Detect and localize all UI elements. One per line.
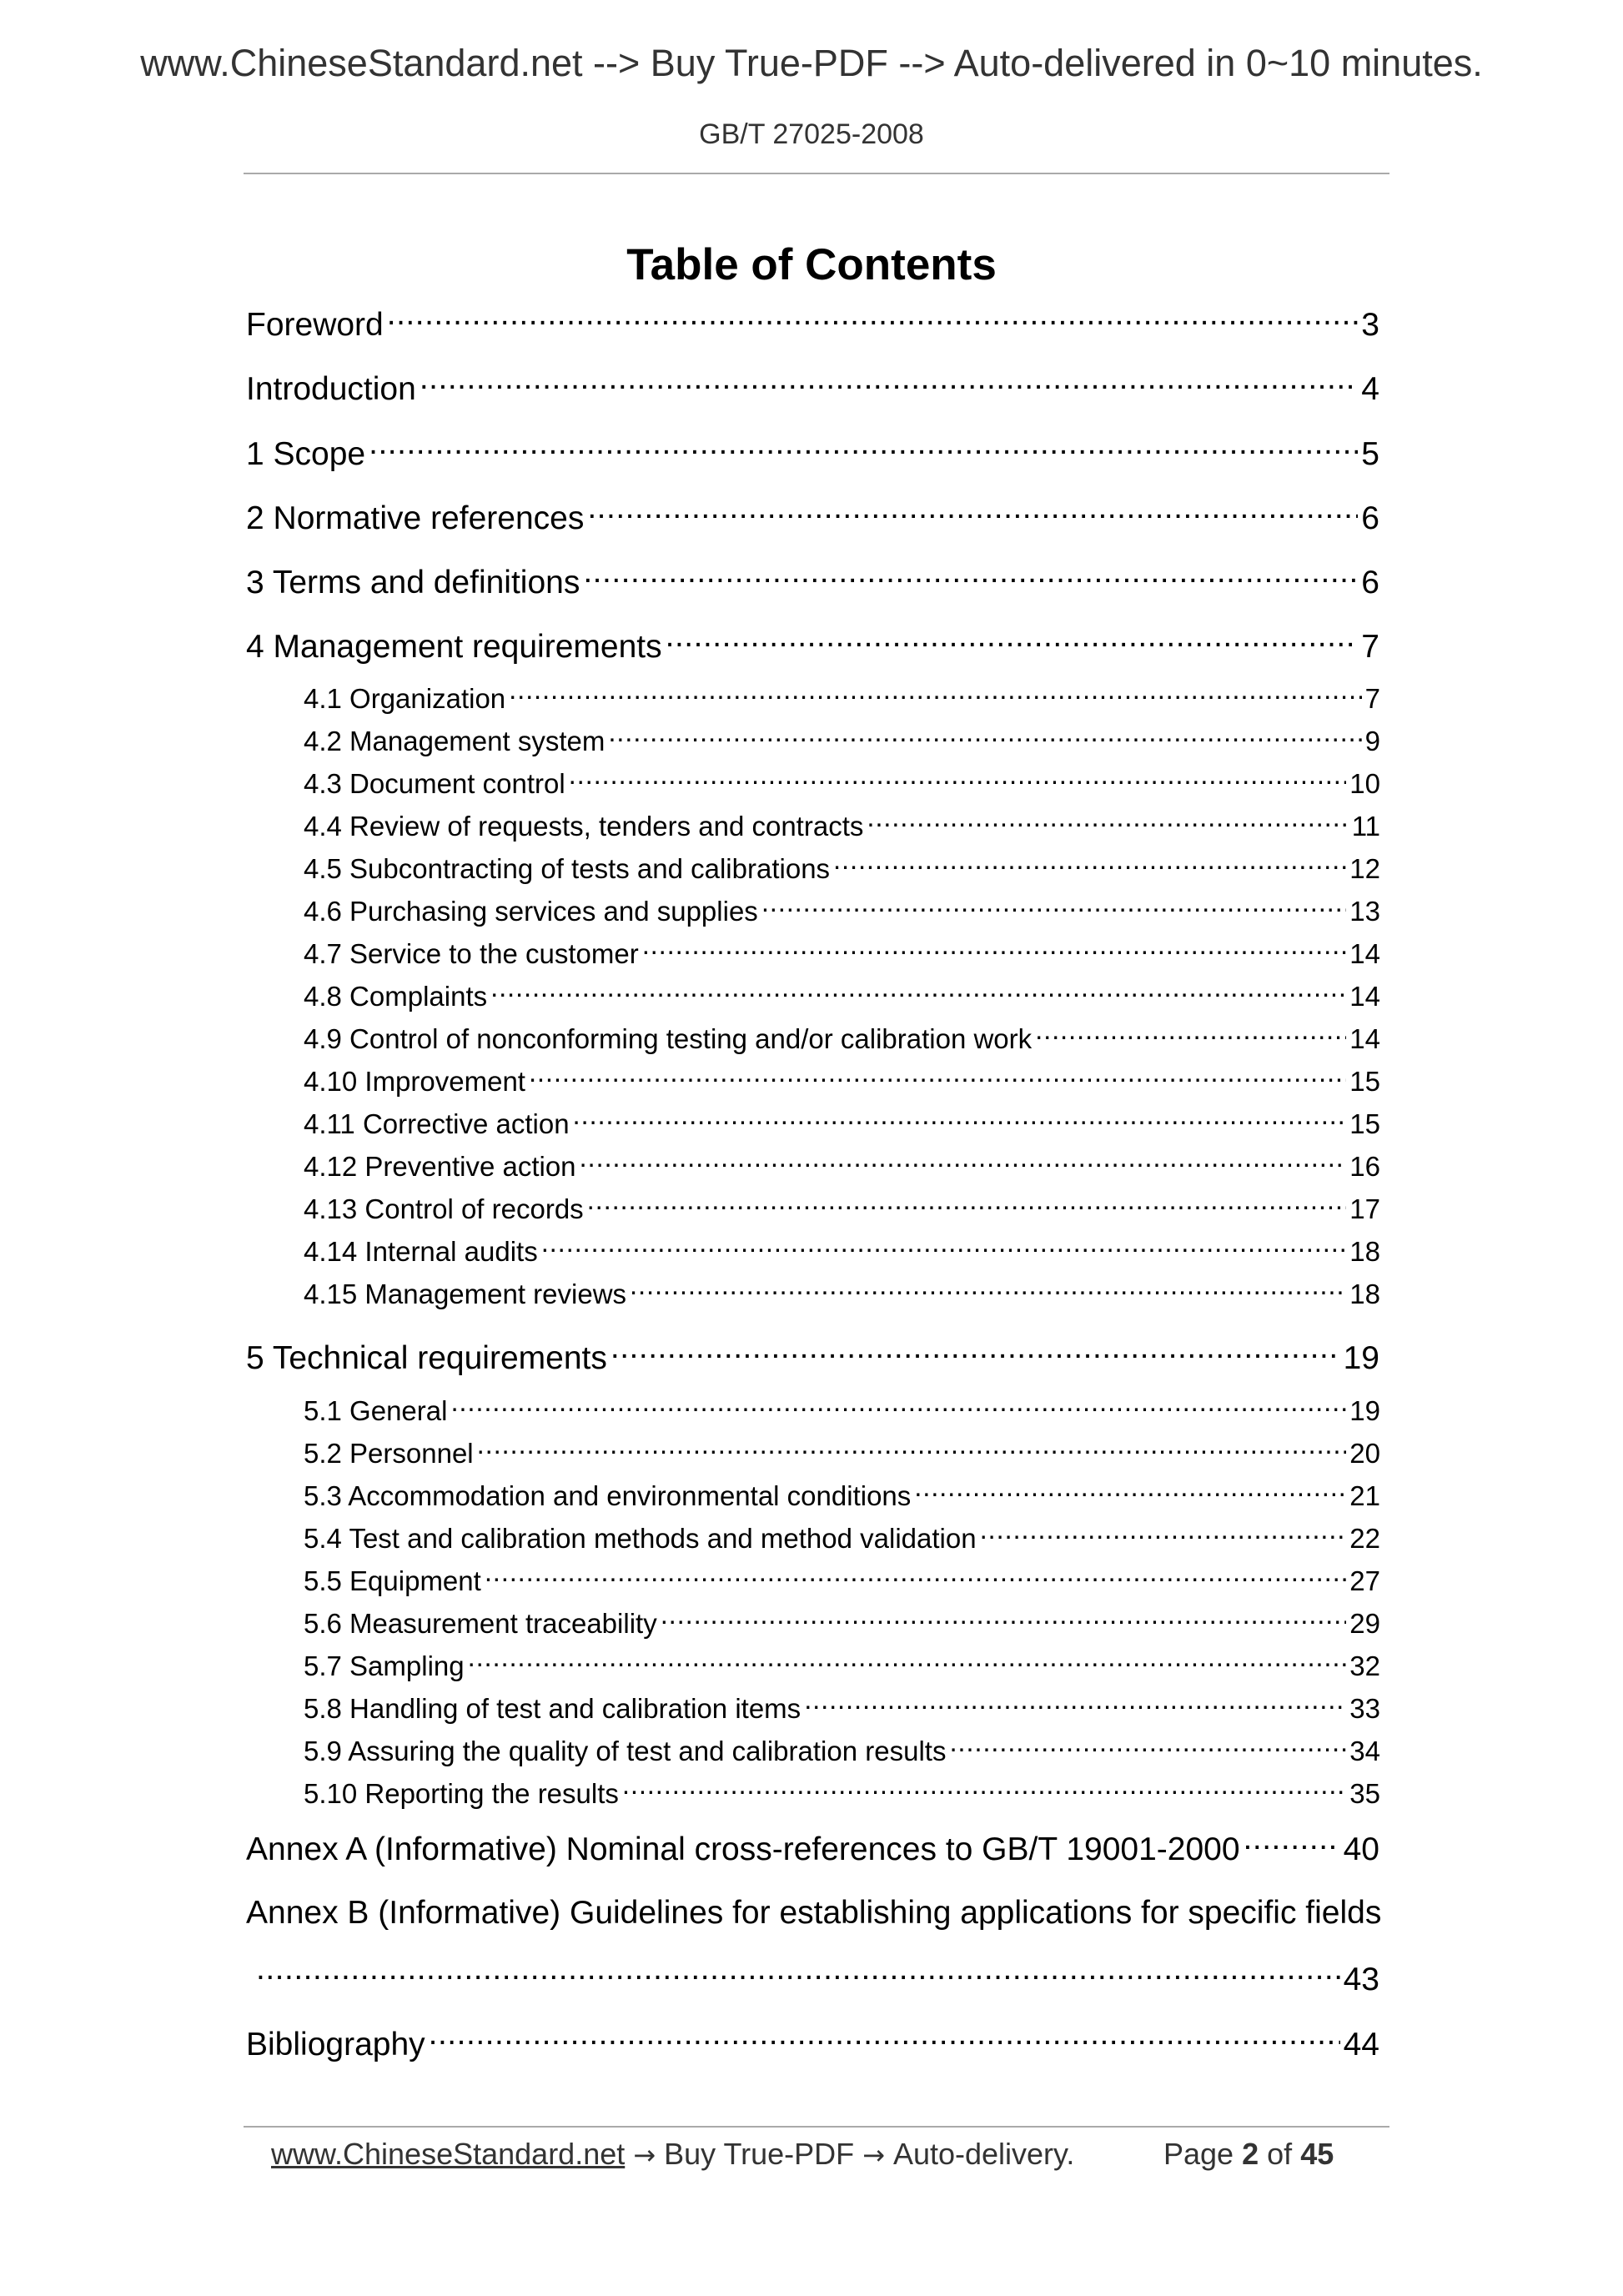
page-word: Page — [1163, 2137, 1234, 2171]
toc-subentry[interactable] — [304, 1393, 1380, 1429]
toc-entry-label: 5.3 Accommodation and environmental conditions — [304, 1480, 912, 1511]
toc-entry-page: 5 — [1361, 436, 1379, 472]
toc-entry-label: 4.12 Preventive action — [304, 1151, 576, 1182]
toc-entry-page: 16 — [1349, 1151, 1380, 1182]
toc-leader-dots — [587, 496, 1358, 529]
toc-entry-label: 4.1 Organization — [304, 683, 506, 714]
toc-subentry[interactable] — [304, 1605, 1380, 1642]
toc-entry-label: 4.13 Control of records — [304, 1193, 584, 1224]
toc-leader-dots — [980, 1520, 1347, 1548]
toc-entry-page: 14 — [1349, 981, 1380, 1012]
toc-entry-page: 34 — [1349, 1736, 1380, 1766]
toc-subentry[interactable] — [304, 851, 1380, 887]
toc-subentry[interactable] — [304, 808, 1380, 845]
toc-entry-page: 20 — [1349, 1438, 1380, 1469]
toc-subentry[interactable] — [304, 681, 1380, 717]
toc-entry[interactable] — [246, 303, 1379, 346]
toc-entry-page: 44 — [1343, 2027, 1379, 2062]
arrow-right-icon: → — [633, 2139, 656, 2171]
toc-entry[interactable] — [246, 367, 1379, 410]
toc-entry-label: Bibliography — [246, 2027, 425, 2062]
toc-leader-dots — [761, 893, 1346, 921]
toc-leader-dots — [541, 1233, 1347, 1261]
toc-leader-dots — [580, 1148, 1347, 1176]
toc-subentry[interactable] — [304, 1478, 1380, 1515]
toc-leader-dots — [477, 1435, 1347, 1463]
toc-entry-label: Annex A (Informative) Nominal cross-references to GB/T 19001-2000 — [246, 1831, 1240, 1867]
toc-entry-label[interactable]: Annex B (Informative) Guidelines for establishing applications for specific fields — [246, 1895, 1382, 1931]
toc-entry-label: 5 Technical requirements — [246, 1340, 607, 1376]
toc-entry[interactable] — [246, 1336, 1379, 1379]
toc-leader-dots — [914, 1478, 1346, 1505]
toc-entry-page: 32 — [1349, 1650, 1380, 1681]
toc-leader-dots — [833, 851, 1346, 878]
toc-subentry[interactable] — [304, 1276, 1380, 1313]
toc-entry[interactable] — [246, 560, 1379, 604]
toc-subentry[interactable] — [304, 1191, 1380, 1228]
toc-subentry[interactable] — [304, 1520, 1380, 1557]
toc-leader-dots — [949, 1733, 1346, 1761]
toc-entry-page: 15 — [1349, 1108, 1380, 1139]
toc-entry-label: 4.15 Management reviews — [304, 1279, 627, 1309]
toc-entry-label: 5.10 Reporting the results — [304, 1778, 619, 1809]
toc-entry-label: 5.7 Sampling — [304, 1650, 465, 1681]
toc-leader-dots — [387, 303, 1359, 335]
toc-leader-dots — [608, 723, 1361, 751]
toc-subentry[interactable] — [304, 766, 1380, 802]
toc-entry-page: 15 — [1349, 1066, 1380, 1097]
toc-title: Table of Contents — [626, 240, 997, 289]
toc-leader-dots — [529, 1063, 1346, 1091]
toc-entry-page: 18 — [1349, 1279, 1380, 1309]
toc-entry[interactable] — [246, 1957, 1379, 2001]
toc-subentry[interactable] — [304, 1106, 1380, 1143]
footer-delivery-text: Auto-delivery. — [892, 2137, 1075, 2171]
toc-subentry[interactable] — [304, 1776, 1380, 1812]
toc-entry-page: 35 — [1349, 1778, 1380, 1809]
toc-leader-dots — [485, 1563, 1346, 1590]
toc-leader-dots — [583, 560, 1358, 593]
toc-entry-page: 4 — [1361, 371, 1379, 407]
toc-entry-page: 13 — [1349, 896, 1380, 927]
toc-entry-page: 6 — [1361, 500, 1379, 536]
toc-entry-label: 4.14 Internal audits — [304, 1236, 538, 1267]
page-current: 2 — [1242, 2137, 1259, 2171]
toc-subentry[interactable] — [304, 1435, 1380, 1472]
toc-entry-page: 17 — [1349, 1193, 1380, 1224]
toc-subentry[interactable] — [304, 1233, 1380, 1270]
toc-entry-label: 5.5 Equipment — [304, 1565, 481, 1596]
toc-subentry[interactable] — [304, 936, 1380, 972]
toc-entry-page: 33 — [1349, 1693, 1380, 1724]
footer-site-link[interactable]: www.ChineseStandard.net — [271, 2137, 626, 2171]
toc-entry-label: 5.4 Test and calibration methods and method validation — [304, 1523, 977, 1554]
toc-entry-page: 10 — [1349, 768, 1380, 799]
toc-entry-page: 19 — [1343, 1340, 1379, 1376]
toc-subentry[interactable] — [304, 1648, 1380, 1685]
toc-subentry[interactable] — [304, 1691, 1380, 1727]
toc-entry-page: 11 — [1351, 811, 1380, 842]
toc-leader-dots — [661, 1605, 1347, 1633]
toc-entry-label: 4.3 Document control — [304, 768, 565, 799]
toc-leader-dots — [611, 1336, 1340, 1369]
footer-divider — [244, 2126, 1389, 2128]
toc-entry-label: 5.1 General — [304, 1395, 448, 1426]
top-banner: www.ChineseStandard.net --> Buy True-PDF --> Auto-delivered in 0~10 minutes. — [140, 42, 1483, 84]
toc-entry-page: 14 — [1349, 1023, 1380, 1054]
arrow-right-icon: → — [862, 2139, 885, 2171]
toc-entry-label: 4.11 Corrective action — [304, 1108, 570, 1139]
toc-entry-page: 14 — [1349, 938, 1380, 969]
toc-subentry[interactable] — [304, 893, 1380, 930]
toc-entry-label: 4.4 Review of requests, tenders and contracts — [304, 811, 864, 842]
toc-leader-dots — [804, 1691, 1346, 1718]
footer — [271, 2137, 1074, 2172]
toc-entry-label: 5.2 Personnel — [304, 1438, 474, 1469]
toc-entry-page: 29 — [1349, 1608, 1380, 1639]
toc-leader-dots — [490, 978, 1346, 1006]
toc-leader-dots — [1244, 1827, 1340, 1860]
toc-leader-dots — [509, 681, 1361, 708]
of-word: of — [1267, 2137, 1293, 2171]
toc-entry-label: Introduction — [246, 371, 416, 407]
toc-entry-label: Foreword — [246, 307, 384, 343]
toc-entry-label: 4 Management requirements — [246, 629, 662, 665]
toc-entry-label: 5.9 Assuring the quality of test and calibration results — [304, 1736, 947, 1766]
toc-entry-label: 3 Terms and definitions — [246, 565, 580, 600]
toc-subentry[interactable] — [304, 1021, 1380, 1058]
toc-entry[interactable] — [246, 2022, 1379, 2066]
footer-buy-text: Buy True-PDF — [664, 2137, 855, 2171]
toc-entry-label: 4.5 Subcontracting of tests and calibrations — [304, 853, 831, 884]
toc-subentry[interactable] — [304, 1733, 1380, 1770]
toc-entry-label: 4.7 Service to the customer — [304, 938, 639, 969]
toc-entry[interactable] — [246, 496, 1379, 540]
toc-leader-dots — [630, 1276, 1346, 1304]
toc-entry-page: 19 — [1349, 1395, 1380, 1426]
toc-entry-label: 5.8 Handling of test and calibration items — [304, 1693, 801, 1724]
toc-entry-page: 22 — [1349, 1523, 1380, 1554]
toc-entry[interactable] — [246, 625, 1379, 668]
toc-entry-page: 12 — [1349, 853, 1380, 884]
toc-leader-dots — [468, 1648, 1347, 1676]
toc-entry-page: 9 — [1364, 726, 1380, 756]
toc-leader-dots — [369, 432, 1358, 465]
toc-entry-label: 4.2 Management system — [304, 726, 605, 756]
toc-entry-page: 27 — [1349, 1565, 1380, 1596]
toc-entry-page: 43 — [1343, 1962, 1379, 1997]
page-total: 45 — [1300, 2137, 1334, 2171]
toc-leader-dots — [569, 766, 1347, 793]
toc-leader-dots — [666, 625, 1359, 657]
toc-subentry[interactable] — [304, 1063, 1380, 1100]
toc-leader-dots — [573, 1106, 1347, 1133]
page-indicator — [1163, 2137, 1334, 2172]
toc-leader-dots — [256, 1957, 1340, 1990]
toc-entry-page: 6 — [1361, 565, 1379, 600]
toc-entry-page: 40 — [1343, 1831, 1379, 1867]
document-id: GB/T 27025-2008 — [699, 118, 924, 150]
toc-entry[interactable] — [246, 1827, 1379, 1871]
toc-entry-label: 4.10 Improvement — [304, 1066, 525, 1097]
toc-leader-dots — [622, 1776, 1346, 1803]
toc-entry-label: 2 Normative references — [246, 500, 585, 536]
toc-leader-dots — [867, 808, 1348, 836]
toc-subentry[interactable] — [304, 1563, 1380, 1600]
toc-entry-page: 7 — [1364, 683, 1380, 714]
toc-entry-page: 3 — [1361, 307, 1379, 343]
toc-entry[interactable] — [246, 432, 1379, 475]
toc-entry-label: 4.8 Complaints — [304, 981, 488, 1012]
toc-entry-label: 4.6 Purchasing services and supplies — [304, 896, 758, 927]
toc-entry-label: 4.9 Control of nonconforming testing and/or calibration work — [304, 1023, 1033, 1054]
toc-subentry[interactable] — [304, 723, 1380, 760]
toc-leader-dots — [420, 367, 1358, 399]
toc-leader-dots — [1035, 1021, 1346, 1048]
toc-subentry[interactable] — [304, 978, 1380, 1015]
toc-entry-label: 1 Scope — [246, 436, 366, 472]
toc-leader-dots — [450, 1393, 1346, 1420]
toc-leader-dots — [587, 1191, 1347, 1218]
toc-entry-label: 5.6 Measurement traceability — [304, 1608, 657, 1639]
toc-leader-dots — [642, 936, 1347, 963]
toc-entry-page: 21 — [1349, 1480, 1380, 1511]
toc-entry-page: 7 — [1361, 629, 1379, 665]
toc-subentry[interactable] — [304, 1148, 1380, 1185]
toc-entry-page: 18 — [1349, 1236, 1380, 1267]
toc-leader-dots — [429, 2022, 1340, 2055]
